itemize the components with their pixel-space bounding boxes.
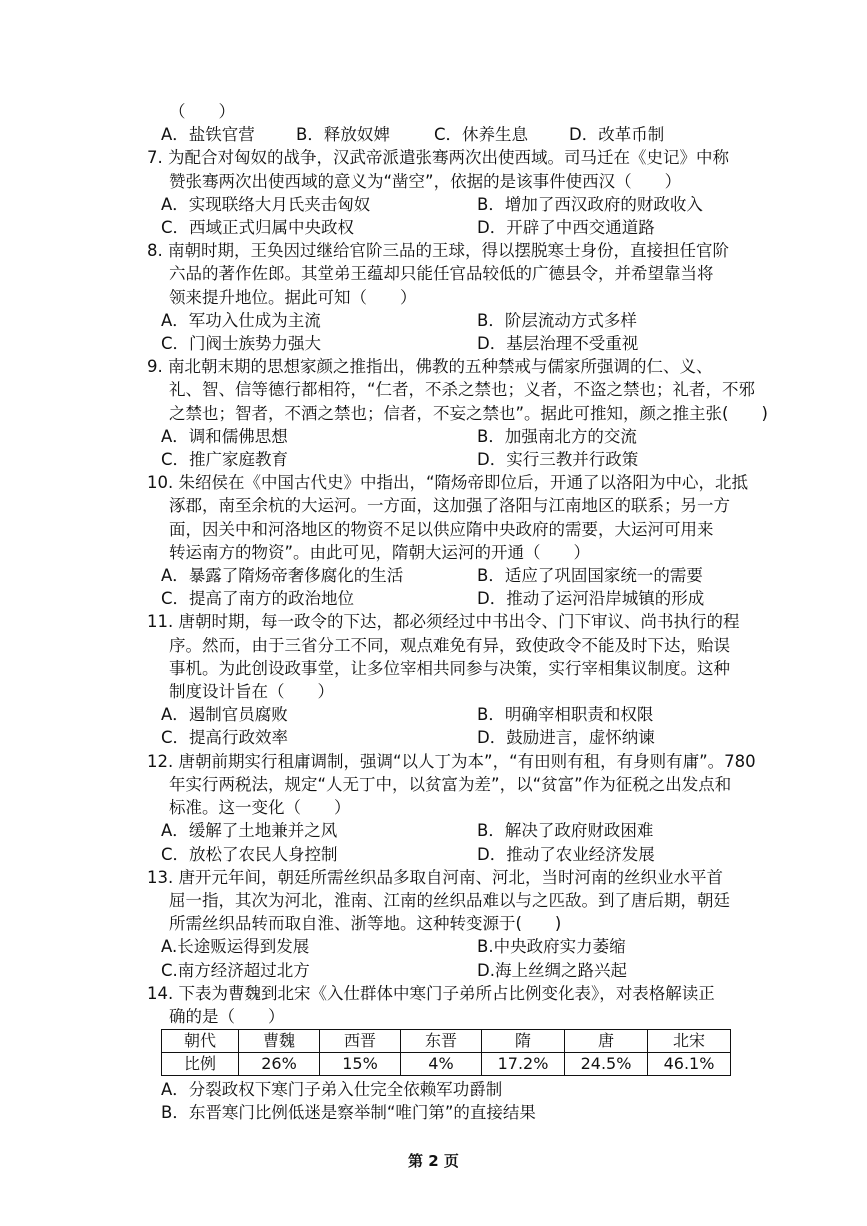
ratio-table bbox=[161, 1029, 731, 1076]
question-stem-line: 7. 为配合对匈奴的战争，汉武帝派遣张骞两次出使西域。司马迁在《史记》中称 bbox=[147, 148, 729, 168]
option-row bbox=[147, 959, 747, 982]
option-d: D．鼓励进言，虚怀纳谏 bbox=[477, 728, 655, 748]
option-b: B．增加了西汉政府的财政收入 bbox=[477, 194, 703, 214]
question-stem-line: 确的是（ ） bbox=[169, 1006, 285, 1026]
question-12 bbox=[147, 750, 756, 866]
question-stem-line: 屈一指，其次为河北，淮南、江南的丝织品难以与之匹敌。到了唐后期，朝廷 bbox=[169, 890, 730, 910]
option-row bbox=[147, 216, 747, 239]
option-a: A．实现联络大月氏夹击匈奴 bbox=[161, 194, 371, 214]
option-row bbox=[147, 703, 747, 726]
option-d: D．开辟了中西交通道路 bbox=[477, 218, 655, 238]
question-6-options bbox=[147, 123, 747, 146]
option-b: B.中央政府实力萎缩 bbox=[477, 937, 626, 957]
option-c: C.南方经济超过北方 bbox=[161, 960, 310, 980]
option-d: D.海上丝绸之路兴起 bbox=[477, 960, 627, 980]
option-c: C．放松了农民人身控制 bbox=[161, 844, 338, 864]
option-a: A．调和儒佛思想 bbox=[161, 426, 288, 446]
question-stem-line: 领来提升地位。据此可知（ ） bbox=[169, 287, 417, 307]
question-6-blank: （ ） bbox=[169, 102, 235, 121]
question-stem-line: 六品的著作佐郎。其堂弟王蕴却只能任官品较低的广德县令，并希望靠当将 bbox=[169, 264, 714, 284]
option-d: D．基层治理不受重视 bbox=[477, 334, 639, 354]
question-stem-line: 11. 唐朝时期，每一政令的下达，都必须经过中书出令、门下审议、尚书执行的程 bbox=[147, 612, 740, 632]
option-row bbox=[147, 587, 747, 610]
option-a: A．盐铁官营 bbox=[161, 125, 255, 145]
table-cell: 北宋 bbox=[648, 1030, 731, 1053]
table-cell: 4% bbox=[401, 1053, 482, 1076]
option-a: A．军功入仕成为主流 bbox=[161, 310, 321, 330]
table-cell: 唐 bbox=[565, 1030, 648, 1053]
question-stem-line: 10. 朱绍侯在《中国古代史》中指出，“隋炀帝即位后，开通了以洛阳为中心，北抵 bbox=[147, 473, 749, 493]
table-cell: 朝代 bbox=[162, 1030, 239, 1053]
option-c: C．门阀士族势力强大 bbox=[161, 334, 322, 354]
table-cell: 46.1% bbox=[648, 1053, 731, 1076]
option-row bbox=[147, 193, 747, 216]
option-a: A．分裂政权下寒门子弟入仕完全依赖军功爵制 bbox=[161, 1080, 503, 1100]
option-c: C．提高了南方的政治地位 bbox=[161, 589, 355, 609]
table-cell: 比例 bbox=[162, 1053, 239, 1076]
option-row bbox=[147, 564, 747, 587]
question-9 bbox=[147, 355, 768, 471]
question-stem-line: 制度设计旨在（ ） bbox=[169, 682, 334, 702]
table-cell: 西晋 bbox=[320, 1030, 401, 1053]
table-cell: 17.2% bbox=[482, 1053, 565, 1076]
page-number: 第 2 页 bbox=[408, 1152, 459, 1170]
table-cell: 15% bbox=[320, 1053, 401, 1076]
option-a: A．遏制官员腐败 bbox=[161, 705, 288, 725]
question-stem-line: 标准。这一变化（ ） bbox=[169, 798, 351, 818]
option-d: D．推动了运河沿岸城镇的形成 bbox=[477, 589, 705, 609]
question-stem-line: 13. 唐开元年间，朝廷所需丝织品多取自河南、河北，当时河南的丝织业水平首 bbox=[147, 867, 723, 887]
option-d: D．推动了农业经济发展 bbox=[477, 844, 655, 864]
option-row bbox=[147, 309, 747, 332]
question-stem-line: 涿郡，南至余杭的大运河。一方面，这加强了洛阳与江南地区的联系；另一方 bbox=[169, 496, 730, 516]
question-stem-line: 赞张骞两次出使西域的意义为“凿空”，依据的是该事件使西汉（ ） bbox=[169, 171, 682, 191]
option-row bbox=[147, 332, 747, 355]
table-cell: 曹魏 bbox=[239, 1030, 320, 1053]
option-row bbox=[147, 448, 747, 471]
question-list bbox=[147, 100, 768, 1125]
option-a: A．暴露了隋炀帝奢侈腐化的生活 bbox=[161, 566, 404, 586]
option-c: C．提高行政效率 bbox=[161, 728, 289, 748]
question-stem-line: 序。然而，由于三省分工不同，观点难免有异，致使政令不能及时下达，贻误 bbox=[169, 635, 730, 655]
option-b: B．适应了巩固国家统一的需要 bbox=[477, 566, 703, 586]
question-8 bbox=[147, 239, 747, 355]
option-row bbox=[147, 425, 747, 448]
question-11 bbox=[147, 610, 747, 749]
question-stem-line: 转运南方的物资”。由此可见，隋朝大运河的开通（ ） bbox=[169, 542, 591, 562]
option-b: B．释放奴婢 bbox=[296, 125, 390, 145]
option-row bbox=[147, 819, 747, 842]
question-7 bbox=[147, 146, 747, 239]
option-d: D．实行三教并行政策 bbox=[477, 450, 639, 470]
question-stem-line: 12. 唐朝前期实行租庸调制，强调“以人丁为本”，“有田则有租，有身则有庸”。780 bbox=[147, 751, 756, 771]
question-stem-line: 所需丝织品转而取自淮、浙等地。这种转变源于( ) bbox=[169, 914, 562, 934]
question-stem-line: 年实行两税法，规定“人无丁中，以贫富为差”，以“贫富”作为征税之出发点和 bbox=[169, 774, 732, 794]
option-c: C．休养生息 bbox=[434, 125, 529, 145]
option-b: B．解决了政府财政困难 bbox=[477, 821, 654, 841]
question-stem-line: 9. 南北朝末期的思想家颜之推指出，佛教的五种禁戒与儒家所强调的仁、义、 bbox=[147, 357, 713, 377]
question-stem-line: 8. 南朝时期，王奂因过继给官阶三品的王球，得以摆脱寒士身份，直接担任官阶 bbox=[147, 241, 729, 261]
question-10 bbox=[147, 471, 747, 610]
option-b: B．阶层流动方式多样 bbox=[477, 310, 637, 330]
table-row bbox=[162, 1053, 731, 1076]
table-cell: 24.5% bbox=[565, 1053, 648, 1076]
option-row bbox=[147, 843, 747, 866]
table-header-row bbox=[162, 1030, 731, 1053]
option-c: C．推广家庭教育 bbox=[161, 450, 289, 470]
option-row bbox=[147, 726, 747, 749]
table-cell: 隋 bbox=[482, 1030, 565, 1053]
option-a: A．缓解了土地兼并之风 bbox=[161, 821, 338, 841]
option-row bbox=[147, 935, 747, 958]
option-b: B．东晋寒门比例低迷是察举制“唯门第”的直接结果 bbox=[161, 1103, 536, 1123]
question-stem-line: 之禁也；智者，不酒之禁也；信者，不妄之禁也”。据此可推知，颜之推主张( ) bbox=[169, 403, 768, 423]
question-13 bbox=[147, 866, 747, 982]
question-stem-line: 面，因关中和河洛地区的物资不足以供应隋中央政府的需要，大运河可用来 bbox=[169, 519, 714, 539]
question-stem-line: 事机。为此创设政事堂，让多位宰相共同参与决策，实行宰相集议制度。这种 bbox=[169, 658, 730, 678]
option-a: A.长途贩运得到发展 bbox=[161, 937, 310, 957]
option-b: B．加强南北方的交流 bbox=[477, 426, 637, 446]
question-stem-line: 14. 下表为曹魏到北宋《入仕群体中寒门子弟所占比例变化表》，对表格解读正 bbox=[147, 983, 715, 1003]
question-14 bbox=[147, 982, 747, 1125]
table-cell: 26% bbox=[239, 1053, 320, 1076]
option-b: B．明确宰相职责和权限 bbox=[477, 705, 654, 725]
option-d: D．改革币制 bbox=[569, 125, 665, 145]
option-c: C．西域正式归属中央政权 bbox=[161, 218, 355, 238]
table-cell: 东晋 bbox=[401, 1030, 482, 1053]
question-stem-line: 礼、智、信等德行都相符，“仁者，不杀之禁也；义者，不盗之禁也；礼者，不邪 bbox=[169, 380, 756, 400]
